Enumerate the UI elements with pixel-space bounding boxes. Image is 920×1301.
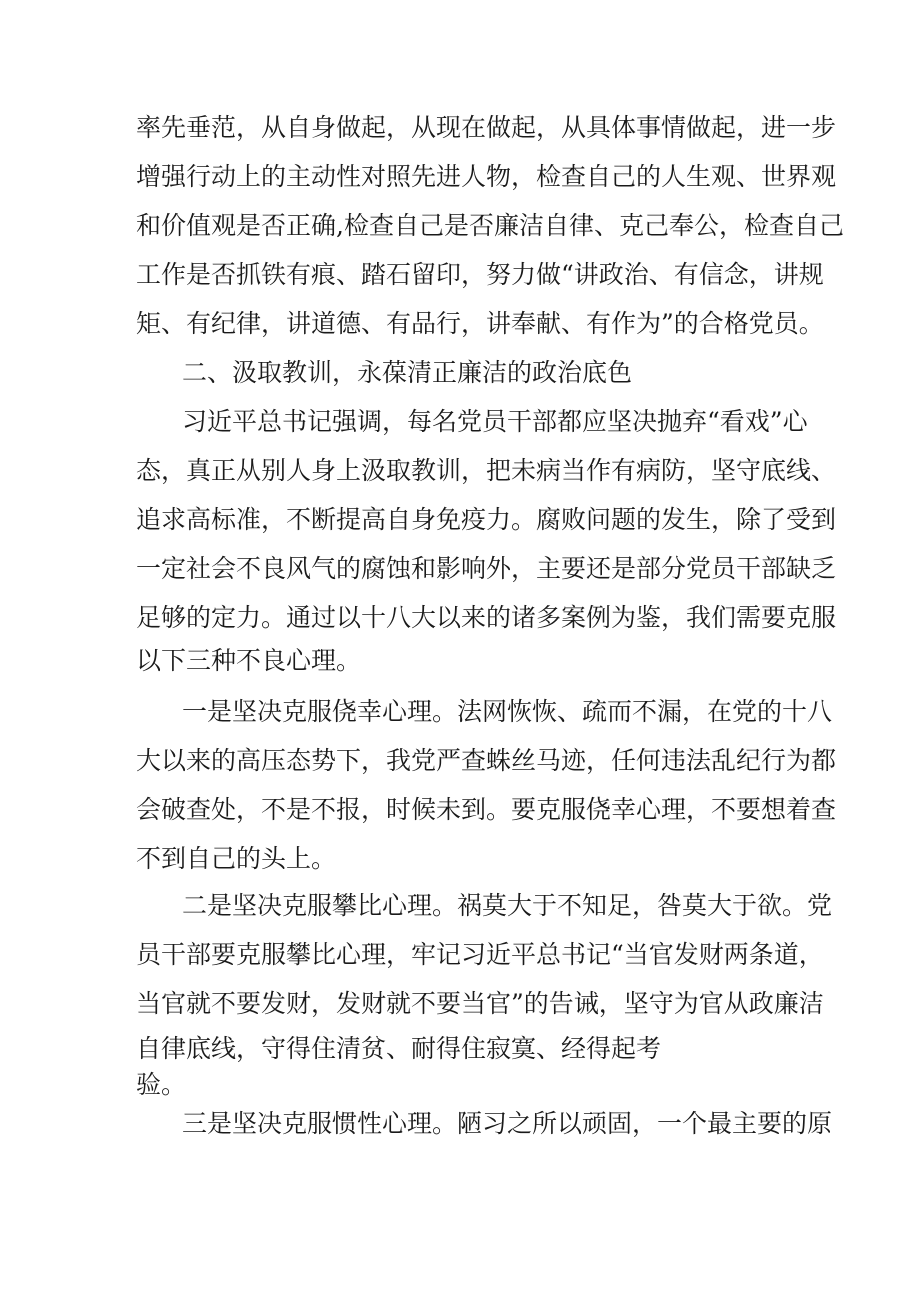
text-line: 增强行动上的主动性对照先进人物，检查自己的人生观、世界观 — [136, 162, 837, 191]
text-line: 当官就不要发财，发财就不要当官”的告诫，坚守为官从政廉洁 — [136, 989, 824, 1018]
text-line: 验。 — [136, 1070, 187, 1099]
text-line: 足够的定力。通过以十八大以来的诸多案例为鉴，我们需要克服 — [136, 603, 837, 632]
paragraph-first-line: 二是坚决克服攀比心理。祸莫大于不知足，咎莫大于欲。党 — [182, 891, 833, 920]
text-line: 工作是否抓铁有痕、踏石留印，努力做“讲政治、有信念，讲规 — [136, 260, 824, 289]
text-line: 率先垂范，从自身做起，从现在做起，从具体事情做起，进一步 — [136, 113, 837, 142]
text-line: 态，真正从别人身上汲取教训，把未病当作有病防，坚守底线、 — [136, 456, 837, 485]
paragraph-first-line: 三是坚决克服惯性心理。陋习之所以顽固，一个最主要的原 — [182, 1109, 833, 1138]
section-heading: 二、汲取教训，永葆清正廉洁的政治底色 — [182, 358, 633, 387]
text-line: 会破查处，不是不报，时候未到。要克服侥幸心理，不要想着查 — [136, 795, 837, 824]
text-line: 不到自己的头上。 — [136, 844, 337, 873]
text-line: 和价值观是否正确,检查自己是否廉洁自律、克己奉公，检查自己 — [136, 211, 844, 240]
text-line: 以下三种不良心理。 — [136, 646, 362, 675]
text-line: 自律底线，守得住清贫、耐得住寂寞、经得起考 — [136, 1034, 662, 1063]
paragraph-first-line: 习近平总书记强调，每名党员干部都应坚决抛弃“看戏”心 — [182, 407, 808, 436]
paragraph-first-line: 一是坚决克服侥幸心理。法网恢恢、疏而不漏，在党的十八 — [182, 697, 833, 726]
text-line: 追求高标准，不断提高自身免疫力。腐败问题的发生，除了受到 — [136, 505, 837, 534]
text-line: 员干部要克服攀比心理，牢记习近平总书记“当官发财两条道， — [136, 940, 824, 969]
text-line: 一定社会不良风气的腐蚀和影响外，主要还是部分党员干部缺乏 — [136, 554, 837, 583]
text-line: 矩、有纪律，讲道德、有品行，讲奉献、有作为”的合格党员。 — [136, 309, 824, 338]
text-line: 大以来的高压态势下，我党严查蛛丝马迹，任何违法乱纪行为都 — [136, 746, 837, 775]
